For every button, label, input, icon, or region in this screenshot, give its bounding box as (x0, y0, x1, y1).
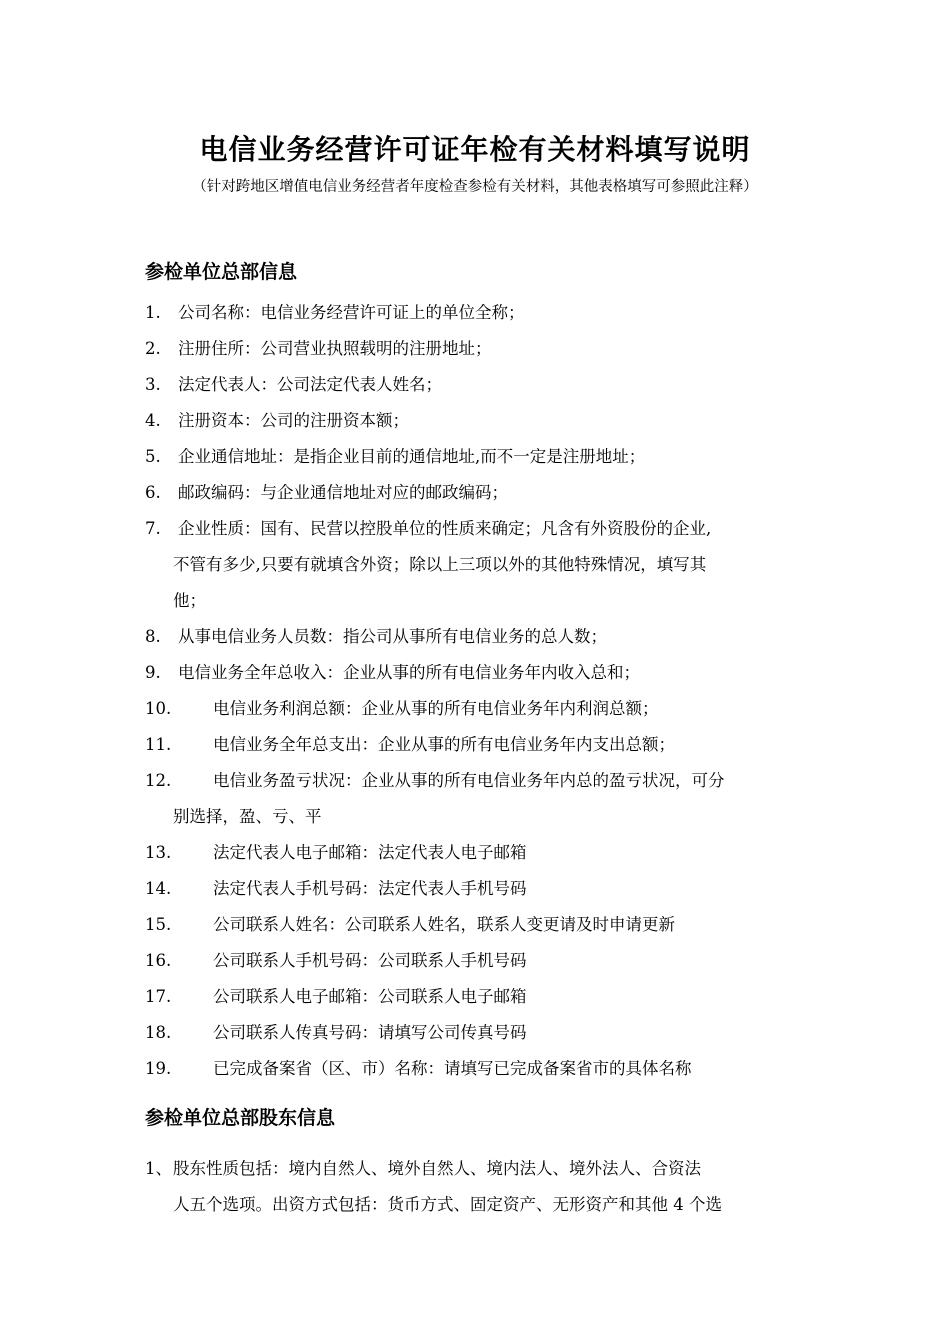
item-number: 15. (145, 915, 172, 934)
item-text: 法定代表人手机号码：法定代表人手机号码 (213, 879, 527, 898)
list-item (145, 475, 810, 511)
item-text: 从事电信业务人员数：指公司从事所有电信业务的总人数； (178, 627, 607, 646)
document-subtitle: （针对跨地区增值电信业务经营者年度检查参检有关材料，其他表格填写可参照此注释） (192, 179, 758, 195)
item-text: 注册资本：公司的注册资本额； (178, 411, 409, 430)
list-item (145, 331, 810, 367)
item-number: 16. (145, 951, 172, 970)
item-number: 11. (145, 735, 172, 754)
list-item (145, 439, 810, 475)
item-text: 公司联系人电子邮箱：公司联系人电子邮箱 (213, 987, 527, 1006)
item-number: 14. (145, 879, 172, 898)
item-number: 1、 (145, 1159, 172, 1178)
list-item (145, 979, 810, 1015)
item-text: 股东性质包括：境内自然人、境外自然人、境内法人、境外法人、合资法 (173, 1159, 701, 1178)
list-item (145, 655, 810, 691)
item-number: 10. (145, 699, 172, 718)
item-text: 公司联系人手机号码：公司联系人手机号码 (213, 951, 527, 970)
item-number: 1. (145, 303, 161, 322)
item-number: 6. (145, 483, 161, 502)
item-text: 已完成备案省（区、市）名称：请填写已完成备案省市的具体名称 (213, 1059, 692, 1078)
section-heading-hq-info: 参检单位总部信息 (145, 261, 298, 283)
item-text: 电信业务盈亏状况：企业从事的所有电信业务年内总的盈亏状况，可分 (213, 771, 725, 790)
list-item (145, 511, 810, 619)
item-number: 7. (145, 519, 161, 538)
list-item (145, 763, 810, 835)
item-text: 法定代表人电子邮箱：法定代表人电子邮箱 (213, 843, 527, 862)
item-number: 3. (145, 375, 161, 394)
list-item (145, 619, 810, 655)
item-text: 企业通信地址：是指企业目前的通信地址,而不一定是注册地址； (178, 447, 646, 466)
item-number: 8. (145, 627, 161, 646)
list-item (145, 727, 810, 763)
item-number: 2. (145, 339, 161, 358)
item-number: 12. (145, 771, 172, 790)
item-text: 电信业务利润总额：企业从事的所有电信业务年内利润总额； (213, 699, 659, 718)
section-heading-shareholder-info: 参检单位总部股东信息 (145, 1107, 336, 1129)
item-text: 企业性质：国有、民营以控股单位的性质来确定；凡含有外资股份的企业, (178, 519, 712, 538)
item-text-continued: 他； (173, 591, 206, 610)
document-title: 电信业务经营许可证年检有关材料填写说明 (199, 133, 751, 166)
list-item (145, 295, 810, 331)
item-number: 13. (145, 843, 172, 862)
item-number: 17. (145, 987, 172, 1006)
list-item (145, 403, 810, 439)
list-item (145, 907, 810, 943)
item-number: 9. (145, 663, 161, 682)
list-item (145, 367, 810, 403)
list-item (145, 691, 810, 727)
item-text-continued: 别选择，盈、亏、平 (173, 807, 322, 826)
item-number: 5. (145, 447, 161, 466)
item-text: 法定代表人：公司法定代表人姓名； (178, 375, 442, 394)
list-item (145, 871, 810, 907)
item-text-continued: 人五个选项。出资方式包括：货币方式、固定资产、无形资产和其他 4 个选 (173, 1195, 722, 1214)
item-text: 注册住所：公司营业执照载明的注册地址； (178, 339, 492, 358)
list-item (145, 1151, 810, 1223)
list-item (145, 1051, 810, 1087)
item-text: 电信业务全年总支出：企业从事的所有电信业务年内支出总额； (213, 735, 675, 754)
list-item (145, 1015, 810, 1051)
item-text-continued: 不管有多少,只要有就填含外资；除以上三项以外的其他特殊情况，填写其 (173, 555, 707, 574)
item-text: 公司联系人传真号码：请填写公司传真号码 (213, 1023, 527, 1042)
item-number: 18. (145, 1023, 172, 1042)
item-text: 邮政编码：与企业通信地址对应的邮政编码； (178, 483, 508, 502)
list-item (145, 943, 810, 979)
item-number: 19. (145, 1059, 172, 1078)
item-number: 4. (145, 411, 161, 430)
list-item (145, 835, 810, 871)
item-text: 电信业务全年总收入：企业从事的所有电信业务年内收入总和； (178, 663, 640, 682)
item-text: 公司名称：电信业务经营许可证上的单位全称； (178, 303, 525, 322)
item-text: 公司联系人姓名：公司联系人姓名，联系人变更请及时申请更新 (213, 915, 675, 934)
